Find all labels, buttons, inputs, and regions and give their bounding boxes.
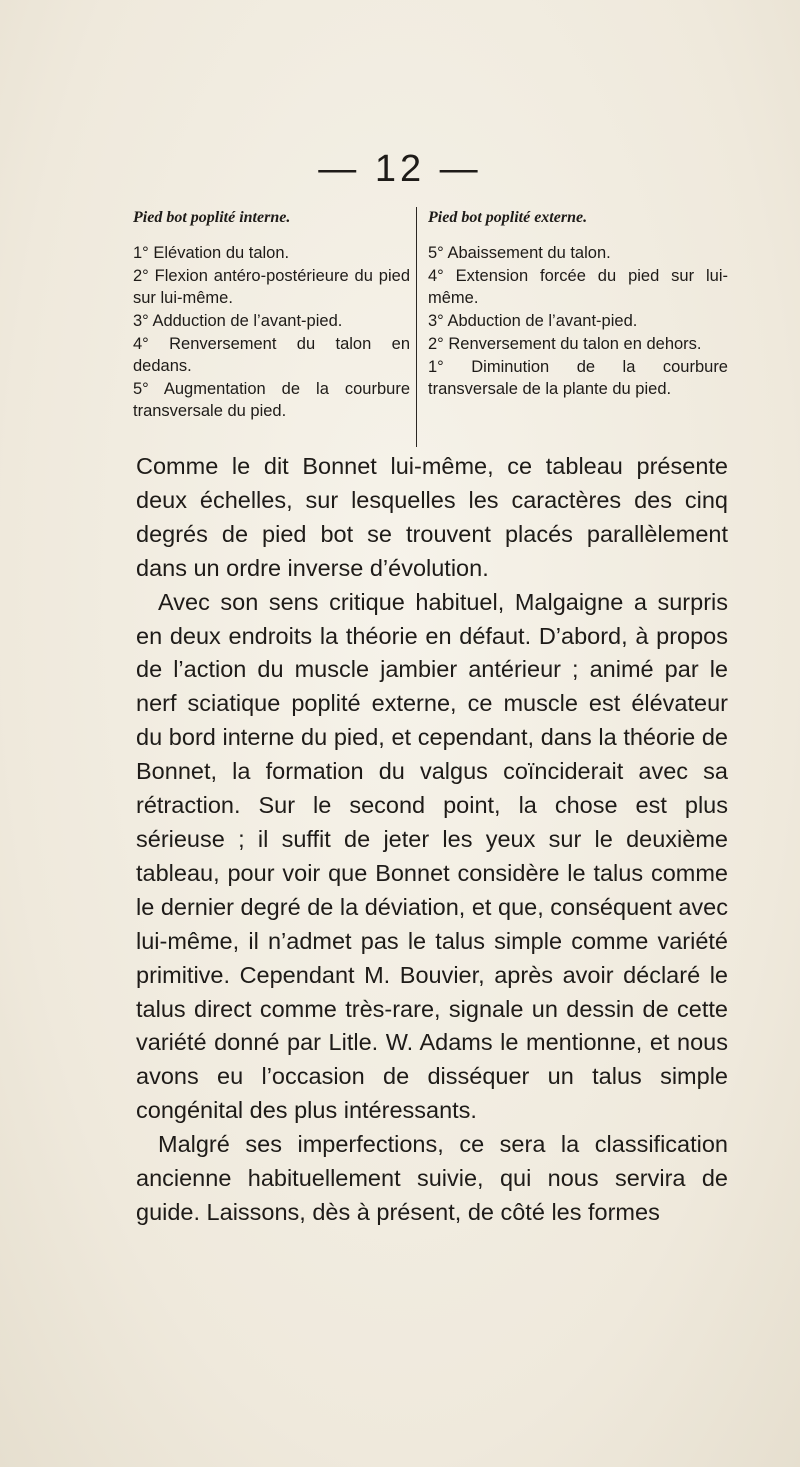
column-heading-external: Pied bot poplité externe.	[428, 209, 588, 226]
column-external	[428, 207, 728, 401]
list-item: 2° Flexion antéro-postérieure du pied sur lui-même.	[133, 267, 410, 307]
comparison-table	[133, 207, 728, 447]
list-item: 3° Abduction de l’avant-pied.	[428, 312, 638, 330]
list-item: 1° Diminution de la courbure transversale de la plante du pied.	[428, 358, 728, 398]
body-text	[136, 450, 728, 1230]
paragraph: Comme le dit Bonnet lui-même, ce tableau présente deux échelles, sur lesquelles les caractères des cinq degrés de pied bot se trouvent placés parallèlement dans un ordre inverse d’évolution.	[136, 453, 728, 581]
paragraph: Avec son sens critique habituel, Malgaigne a surpris en deux endroits la théorie en défaut. D’abord, à propos de l’action du muscle jambier antérieur ; animé par le nerf sciatique poplité externe, ce muscle est élévateur du bord interne du pied, et cependant, dans la théorie de Bonnet, la formation du valgus coïnciderait avec sa rétraction. Sur le second point, la chose est plus sérieuse ; il suffit de jeter les yeux sur le deuxième tableau, pour voir que Bonnet considère le talus comme le dernier degré de la déviation, et que, conséquent avec lui-même, il n’admet pas le talus simple comme variété primitive. Cependant M. Bouvier, après avoir déclaré le talus direct comme très-rare, signale un dessin de cette variété donné par Litle. W. Adams le mentionne, et nous avons eu l’occasion de disséquer un talus simple congénital des plus intéressants.	[136, 588, 728, 1124]
column-heading-internal: Pied bot poplité interne.	[133, 209, 291, 226]
list-item: 5° Augmentation de la courbure transversale du pied.	[133, 380, 410, 420]
list-item: 4° Renversement du talon en dedans.	[133, 335, 410, 375]
list-item: 1° Elévation du talon.	[133, 244, 290, 262]
paragraph: Malgré ses imperfections, ce sera la classification ancienne habituellement suivie, qui nous servira de guide. Laissons, dès à présent, de côté les formes	[136, 1131, 728, 1225]
list-item: 3° Adduction de l’avant-pied.	[133, 312, 343, 330]
list-item: 4° Extension forcée du pied sur lui-même.	[428, 267, 728, 307]
column-divider	[416, 207, 417, 447]
page-number: — 12 —	[318, 148, 482, 190]
list-item: 2° Renversement du talon en dehors.	[428, 335, 702, 353]
column-internal	[133, 207, 410, 423]
list-item: 5° Abaissement du talon.	[428, 244, 611, 262]
